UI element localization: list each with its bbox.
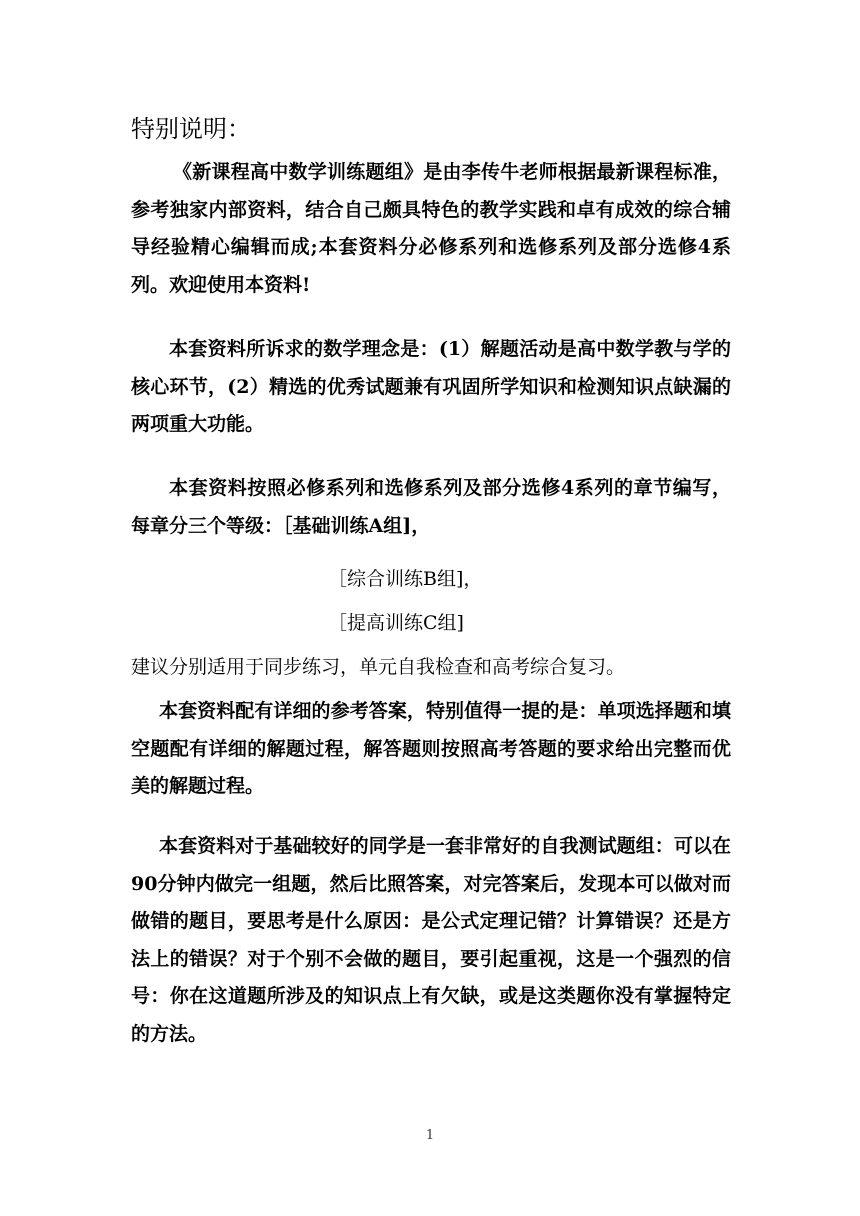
page-number: 1 <box>425 1128 435 1143</box>
self-test-paragraph: 本套资料对于基础较好的同学是一套非常好的自我测试题组：可以在90分钟内做完一组题，然后比照答案，对完答案后，发现本可以做对而做错的题目，要思考是什么原因：是公式定理记错？计算错误？还是方法上的错误？对于个别不会做的题目，要引起重视，这是一个强烈的信号：你在这道题所涉及的知识点上有欠缺，或是这类题你没有掌握特定的方法。 <box>131 835 731 1045</box>
answers-paragraph: 本套资料配有详细的参考答案，特别值得一提的是：单项选择题和填空题配有详细的解题过程，解答题则按照高考答题的要求给出完整而优美的解题过程。 <box>131 700 731 797</box>
level-c-label: ［提高训练C组] <box>328 612 464 634</box>
philosophy-paragraph: 本套资料所诉求的数学理念是：(1）解题活动是高中数学教与学的核心环节，(2）精选的优秀试题兼有巩固所学知识和检测知识点缺漏的两项重大功能。 <box>131 338 731 435</box>
intro-paragraph: 《新课程高中数学训练题组》是由李传牛老师根据最新课程标准，参考独家内部资料，结合自己颇具特色的教学实践和卓有成效的综合辅导经验精心编辑而成;本套资料分必修系列和选修系列及部分选修4系列。欢迎使用本资料! <box>131 161 731 296</box>
structure-paragraph: 本套资料按照必修系列和选修系列及部分选修4系列的章节编写，每章分三个等级：［基础训练A组]， <box>131 477 731 537</box>
page-title: 特别说明： <box>131 115 251 143</box>
level-b-label: ［综合训练B组]， <box>328 568 483 590</box>
usage-paragraph: 建议分别适用于同步练习，单元自我检查和高考综合复习。 <box>131 656 626 678</box>
